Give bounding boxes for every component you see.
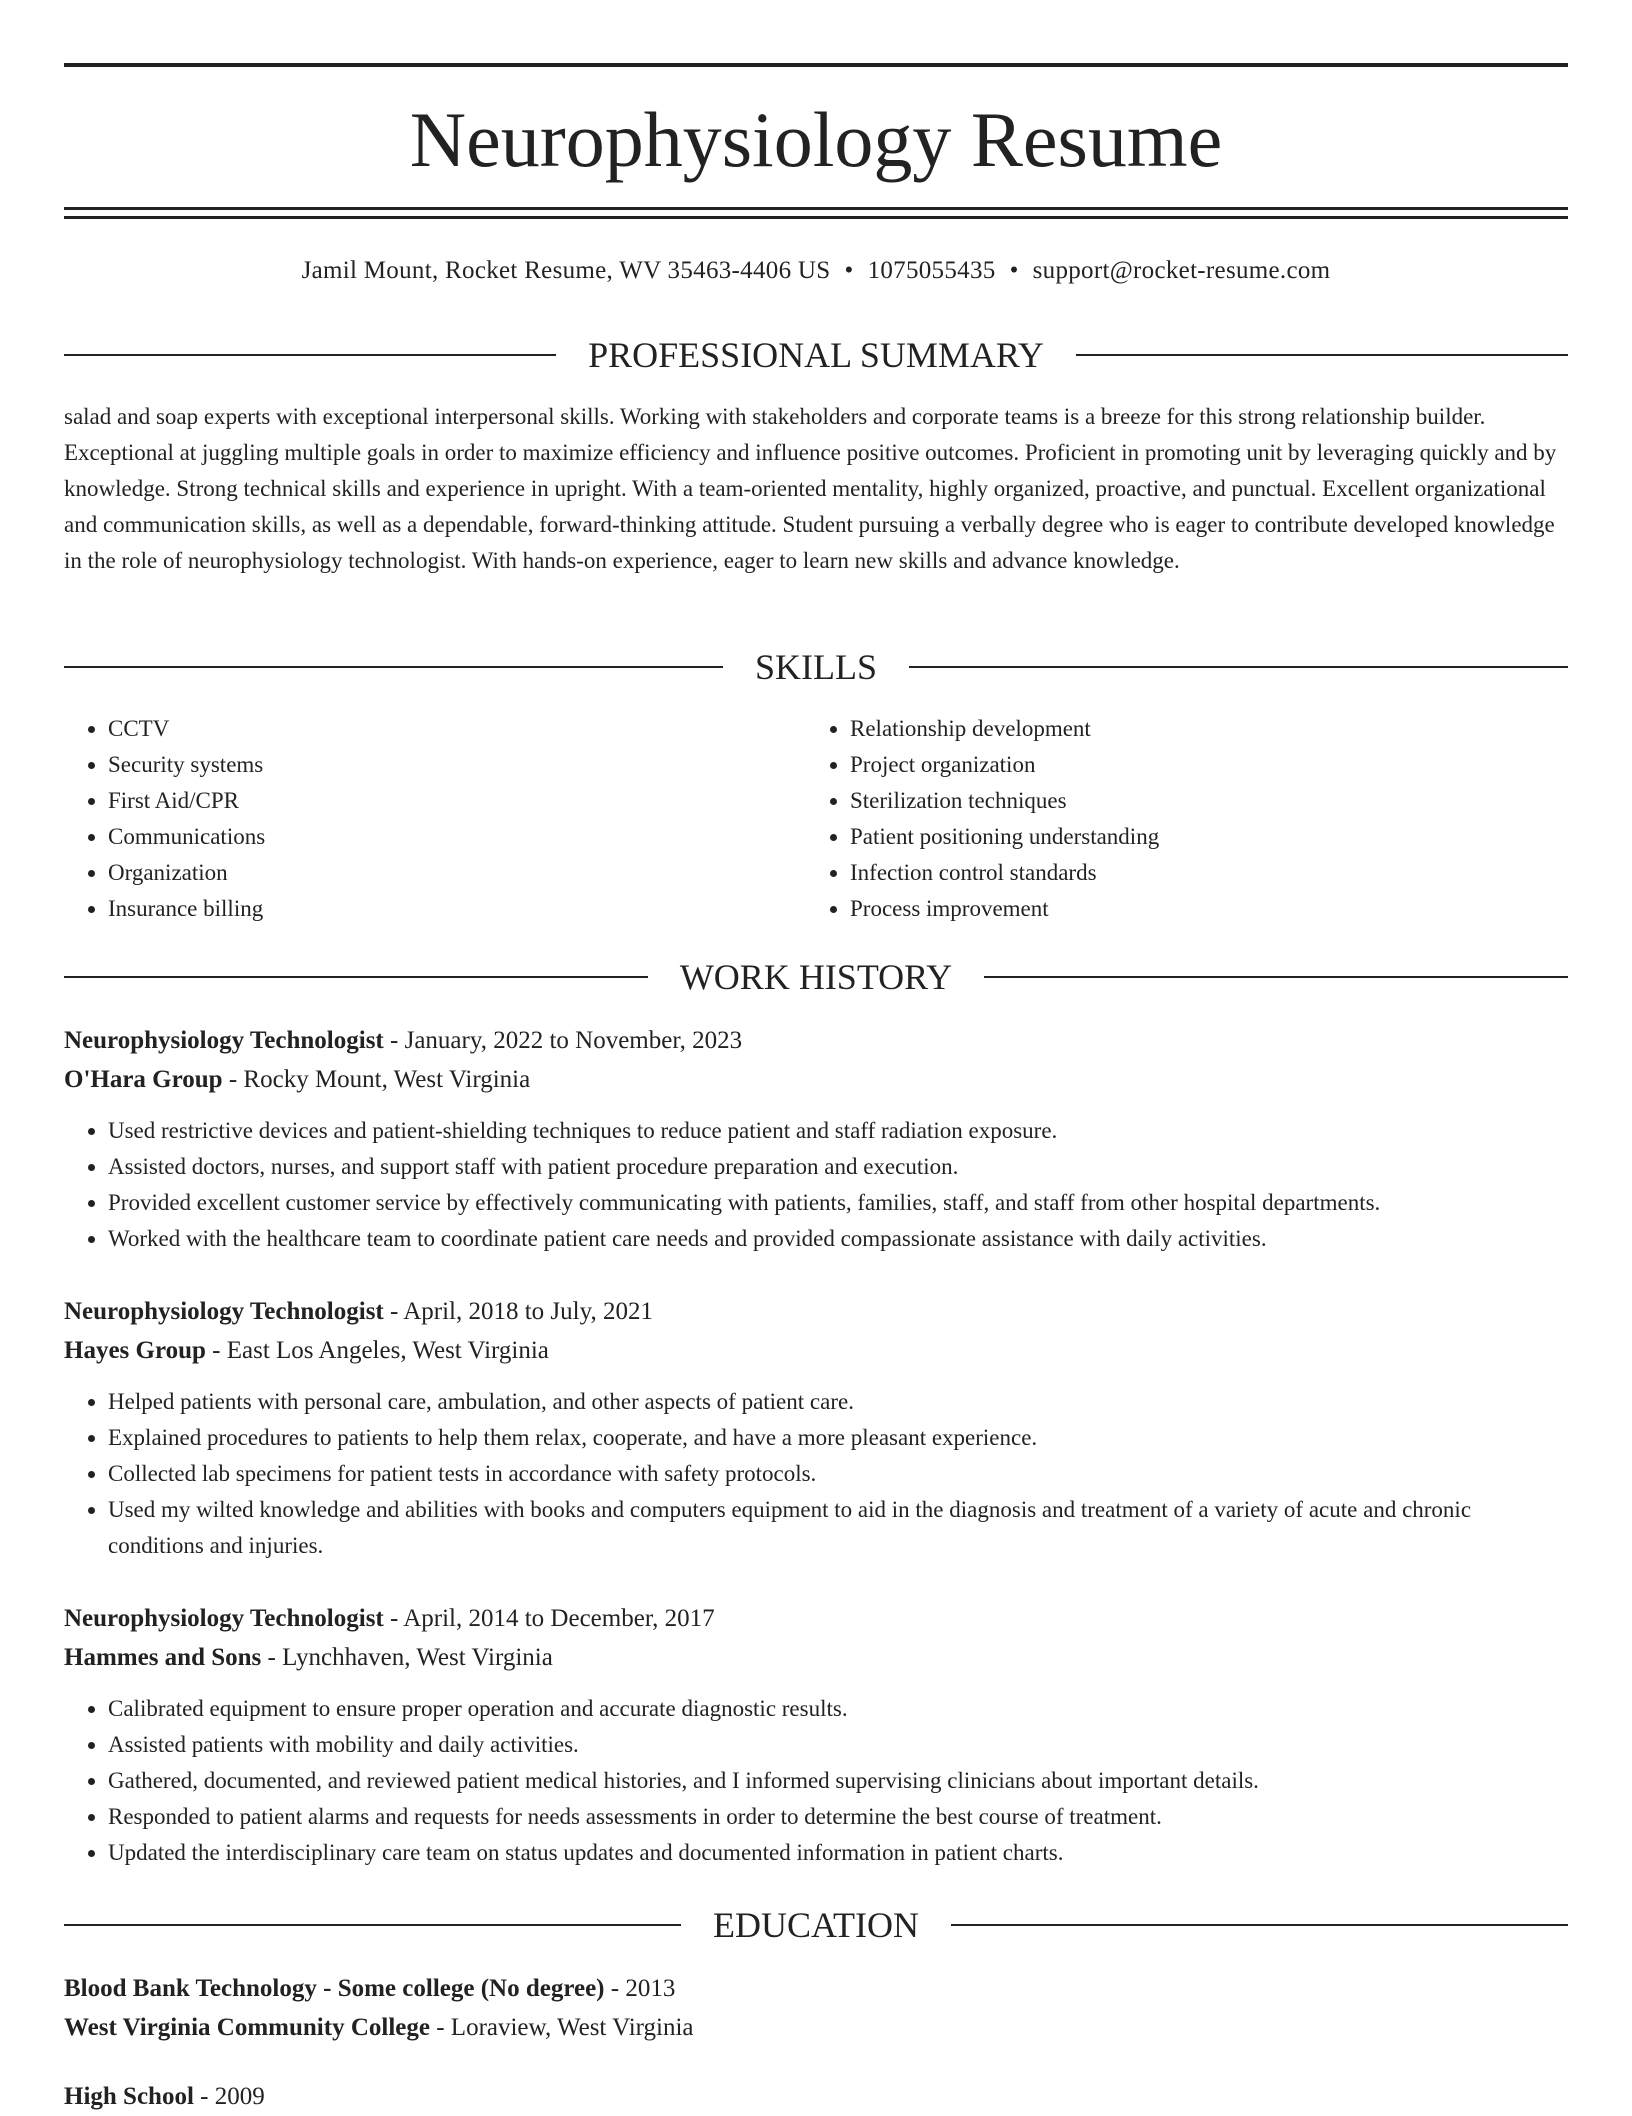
job-title-line xyxy=(64,1292,1568,1331)
job-company-line xyxy=(64,1060,1568,1099)
heading-rule xyxy=(64,976,648,978)
job-bullet: • Used my wilted knowledge and abilities with books and computers equipment to aid in the diagnosis and treatment of a variety of acute and chronic conditions and injuries. xyxy=(108,1492,1568,1564)
title-rule-upper xyxy=(64,207,1568,210)
section-title: EDUCATION xyxy=(713,1905,919,1945)
job-entry xyxy=(64,1021,1568,1257)
education-entry xyxy=(64,1969,1568,2047)
skills-column-left xyxy=(64,711,806,927)
job-bullets xyxy=(64,1384,1568,1564)
skill-item: • Infection control standards xyxy=(850,855,1548,891)
job-entry xyxy=(64,1599,1568,1871)
education-entry xyxy=(64,2077,1568,2116)
job-bullet: • Helped patients with personal care, ambulation, and other aspects of patient care. xyxy=(108,1384,1568,1420)
job-title: Neurophysiology Technologist xyxy=(64,1298,384,1325)
job-title-line xyxy=(64,1021,1568,1060)
heading-rule xyxy=(984,976,1568,978)
education-school-line xyxy=(64,2008,1568,2047)
title-rule-lower xyxy=(64,216,1568,219)
education-degree: High School xyxy=(64,2083,194,2110)
job-bullets xyxy=(64,1691,1568,1871)
job-location: - East Los Angeles, West Virginia xyxy=(205,1337,549,1364)
education-year: - 2009 xyxy=(193,2083,265,2110)
job-company: O'Hara Group xyxy=(64,1066,223,1093)
section-title: WORK HISTORY xyxy=(679,957,953,997)
skill-item: • CCTV xyxy=(108,711,806,747)
job-dates: - April, 2018 to July, 2021 xyxy=(383,1298,653,1325)
job-title: Neurophysiology Technologist xyxy=(64,1605,384,1632)
job-bullet: • Collected lab specimens for patient tests in accordance with safety protocols. xyxy=(108,1456,1568,1492)
skill-item: • Process improvement xyxy=(850,891,1548,927)
skill-item: • Relationship development xyxy=(850,711,1548,747)
heading-rule xyxy=(1076,354,1568,356)
top-rule xyxy=(64,63,1568,67)
heading-rule xyxy=(951,1924,1568,1926)
education-year: - 2013 xyxy=(604,1975,676,2002)
heading-rule xyxy=(909,666,1568,668)
section-title: PROFESSIONAL SUMMARY xyxy=(588,335,1044,375)
job-location: - Rocky Mount, West Virginia xyxy=(222,1066,531,1093)
section-title: SKILLS xyxy=(755,647,878,687)
skills-list xyxy=(64,711,1568,927)
skills-column-right xyxy=(806,711,1548,927)
education-degree: Blood Bank Technology - Some college (No degree) xyxy=(64,1975,605,2002)
job-location: - Lynchhaven, West Virginia xyxy=(261,1644,553,1671)
job-bullet: • Worked with the healthcare team to coordinate patient care needs and provided compassionate assistance with daily activities. xyxy=(108,1221,1568,1257)
skill-item: • Patient positioning understanding xyxy=(850,819,1548,855)
job-title: Neurophysiology Technologist xyxy=(64,1027,384,1054)
skill-item: • Insurance billing xyxy=(108,891,806,927)
contact-separator: • xyxy=(1009,257,1019,284)
contact-email: support@rocket-resume.com xyxy=(1032,257,1331,284)
education-degree-line xyxy=(64,1969,1568,2008)
job-bullet: • Updated the interdisciplinary care team on status updates and documented information in patient charts. xyxy=(108,1835,1568,1871)
job-bullet: • Explained procedures to patients to help them relax, cooperate, and have a more pleasant experience. xyxy=(108,1420,1568,1456)
skill-item: • Communications xyxy=(108,819,806,855)
job-bullet: • Assisted patients with mobility and daily activities. xyxy=(108,1727,1568,1763)
skill-item: • Project organization xyxy=(850,747,1548,783)
skill-item: • Security systems xyxy=(108,747,806,783)
section-heading-education xyxy=(64,1903,1568,1947)
job-bullets xyxy=(64,1113,1568,1257)
skill-item: • Organization xyxy=(108,855,806,891)
section-heading-skills xyxy=(64,645,1568,689)
job-bullet: • Calibrated equipment to ensure proper operation and accurate diagnostic results. xyxy=(108,1691,1568,1727)
job-bullet: • Used restrictive devices and patient-shielding techniques to reduce patient and staff radiation exposure. xyxy=(108,1113,1568,1149)
education-degree-line xyxy=(64,2077,1568,2116)
heading-rule xyxy=(64,1924,681,1926)
heading-rule xyxy=(64,666,723,668)
job-bullet: • Provided excellent customer service by effectively communicating with patients, families, staff, and staff from other hospital departments. xyxy=(108,1185,1568,1221)
summary-text: salad and soap experts with exceptional interpersonal skills. Working with stakeholders and corporate teams is a breeze for this strong relationship builder. Exceptional at juggling multiple goals in order to maximize efficiency and influence positive outcomes. Proficient in promoting unit by leveraging quickly and by knowledge. Strong technical skills and experience in upright. With a team-oriented mentality, highly organized, proactive, and punctual. Excellent organizational and communication skills, as well as a dependable, forward-thinking attitude. Student pursuing a verbally degree who is eager to contribute developed knowledge in the role of neurophysiology technologist. With hands-on experience, eager to learn new skills and advance knowledge. xyxy=(64,404,1557,573)
section-heading-summary xyxy=(64,333,1568,377)
contact-separator: • xyxy=(844,257,854,284)
job-company-line xyxy=(64,1331,1568,1370)
job-company: Hayes Group xyxy=(64,1337,206,1364)
job-company: Hammes and Sons xyxy=(64,1644,262,1671)
job-bullet: • Assisted doctors, nurses, and support staff with patient procedure preparation and execution. xyxy=(108,1149,1568,1185)
job-bullet: • Responded to patient alarms and requests for needs assessments in order to determine the best course of treatment. xyxy=(108,1799,1568,1835)
heading-rule xyxy=(64,354,556,356)
contact-phone: 1075055435 xyxy=(867,257,996,284)
job-title-line xyxy=(64,1599,1568,1638)
skill-item: • Sterilization techniques xyxy=(850,783,1548,819)
job-dates: - April, 2014 to December, 2017 xyxy=(383,1605,715,1632)
job-entry xyxy=(64,1292,1568,1564)
job-dates: - January, 2022 to November, 2023 xyxy=(383,1027,743,1054)
resume-title: Neurophysiology Resume xyxy=(409,96,1223,183)
contact-line xyxy=(64,254,1568,288)
education-location: - Loraview, West Virginia xyxy=(429,2014,694,2041)
job-company-line xyxy=(64,1638,1568,1677)
education-school: West Virginia Community College xyxy=(64,2014,430,2041)
job-bullet: • Gathered, documented, and reviewed patient medical histories, and I informed supervising clinicians about important details. xyxy=(108,1763,1568,1799)
contact-address: Jamil Mount, Rocket Resume, WV 35463-4406 US xyxy=(301,257,831,284)
skill-item: • First Aid/CPR xyxy=(108,783,806,819)
section-heading-work xyxy=(64,955,1568,999)
